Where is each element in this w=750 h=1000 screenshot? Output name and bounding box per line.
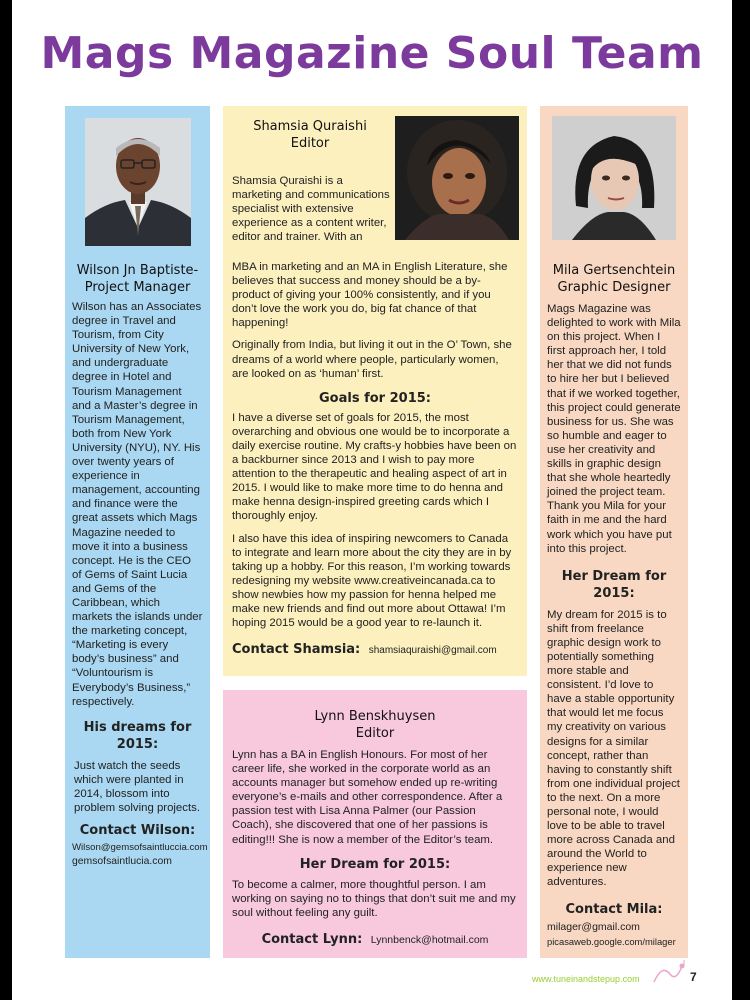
lynn-contact-label: Contact Lynn: <box>261 931 363 947</box>
wilson-role: Project Manager <box>84 280 191 295</box>
mila-bio: Mags Magazine was delighted to work with Mila on this project. When I first approach her, I told her that we did not funds to hire her but I believed that if we worked together, this project could generate business for us. She was so humble and eager to use her creativity and skills in graphic design that she whole heartedly joined the project team. Thank you Mila for your faith in me and the hard work which you have put into this project. <box>547 303 681 555</box>
mila-role: Graphic Designer <box>557 280 671 295</box>
wilson-dreams-heading: His dreams for 2015: <box>83 719 192 752</box>
wilson-email[interactable]: Wilson@gemsofsaintluccia.com <box>72 842 208 854</box>
mila-column <box>540 106 688 958</box>
shamsia-role: Editor <box>290 136 330 151</box>
shamsia-goals-heading: Goals for 2015: <box>319 390 431 406</box>
lynn-email[interactable]: Lynnbenck@hotmail.com <box>370 933 489 946</box>
wilson-bio: Wilson has an Associates degree in Travel and Tourism, from City University of New York, and undergraduate degree in Hotel and Tourism Management and a Master’s degree in Tourism Management, both from New York University (NYU), NY. His over twenty years of experience in management, accounting and finance were the great assets which Mags Magazine needed to move it into a business concept. He is the CEO of Gems of Saint Lucia and Gems of the Caribbean, which markets the islands under the marketing concept, “Marketing is every body’s business” and “Voluntourism is Everybody’s Business,” respectively. <box>72 301 203 708</box>
shamsia-goals-2: I also have this idea of inspiring newcomers to Canada to integrate and learn more about the city they are in by taking up a hobby. For this reason, I’m working towards redesigning my website www.creativeincanada.ca to show newbies how my passion for henna helped me make new friends and find out more about Ottawa! I’m hoping 2015 would be a good year to re-launch it. <box>232 532 512 630</box>
shamsia-goals-1: I have a diverse set of goals for 2015, the most overarching and obvious one would be to incorporate a daily exercise routine. My crafts-y hobbies have been on a backburner since 2013 and I wish to pay more attention to the therapeutic and healing aspect of art in 2015. I would like to make more time to do henna and make henna design-inspired greeting cards which I thoroughly enjoy. <box>232 411 517 523</box>
mila-contact-label: Contact Mila: <box>565 901 663 917</box>
shamsia-name: Shamsia Quraishi <box>253 119 367 134</box>
wilson-contact-label: Contact Wilson: <box>79 823 196 839</box>
shamsia-contact <box>232 640 518 658</box>
lynn-role: Editor <box>355 726 395 741</box>
shamsia-email[interactable]: shamsiaquraishi@gmail.com <box>368 645 497 657</box>
mila-dream: My dream for 2015 is to shift from freelance graphic design work to potentially something more stable and consistent. I’d love to have a stable opportunity that would let me focus my creativity on various designs for a similar concept, rather than having to constantly shift from one individual project to the next. On a more personal note, I would love to be able to travel more across Canada and around the World to experience new adventures. <box>547 608 680 889</box>
footer-url[interactable]: www.tuneinandstepup.com <box>532 974 640 984</box>
mila-name: Mila Gertsenchtein <box>552 263 676 278</box>
wilson-name: Wilson Jn Baptiste- <box>76 263 199 278</box>
shamsia-photo <box>395 116 519 240</box>
shamsia-contact-label: Contact Shamsia: <box>232 642 361 658</box>
wilson-website[interactable]: gemsofsaintlucia.com <box>72 856 172 868</box>
lynn-bio: Lynn has a BA in English Honours. For most of her career life, she worked in the corporate world as an accounts manager but somehow ended up re-writing everyone’s e-mails and other correspondence. After a passion test with Lisa Anna Palmer (our Passion Coach), she discovered that one of her passions is editing!!! She is now a member of the Editor’s team. <box>232 749 503 846</box>
mila-photo <box>552 116 676 240</box>
lynn-dream-heading: Her Dream for 2015: <box>299 856 451 872</box>
music-swirl-icon <box>652 960 688 986</box>
lynn-dream: To become a calmer, more thoughtful person. I am working on saying no to things that don’t suit me and my soul without feeling any guilt. <box>232 878 516 919</box>
shamsia-bio-intro: Shamsia Quraishi is a marketing and communications specialist with extensive experience as a content writer, editor and trainer. With an <box>232 175 390 244</box>
shamsia-bio-origin: Originally from India, but living it out in the O’ Town, she dreams of a world where people, particularly women, are looked on as ‘human’ first. <box>232 339 512 380</box>
magazine-page <box>12 0 732 1000</box>
mila-dream-heading: Her Dream for 2015: <box>561 568 667 601</box>
page-number: 7 <box>690 970 697 984</box>
mila-website[interactable]: picasaweb.google.com/milager <box>547 935 676 947</box>
wilson-dreams: Just watch the seeds which were planted in 2014, blossom into problem solving projects. <box>74 759 200 814</box>
page-title: Mags Magazine Soul Team <box>40 28 704 79</box>
lynn-column <box>223 690 527 958</box>
wilson-photo <box>85 118 191 246</box>
lynn-contact <box>232 930 518 948</box>
lynn-name: Lynn Benskhuysen <box>314 709 436 724</box>
shamsia-bio-rest: MBA in marketing and an MA in English Literature, she believes that success and money should be a by-product of giving your 100% consistently, and if you don’t love the work you do, big fat chance of that happening! <box>232 261 508 330</box>
shamsia-column <box>223 106 527 676</box>
mila-email[interactable]: milager@gmail.com <box>547 920 640 933</box>
wilson-column <box>65 106 210 958</box>
